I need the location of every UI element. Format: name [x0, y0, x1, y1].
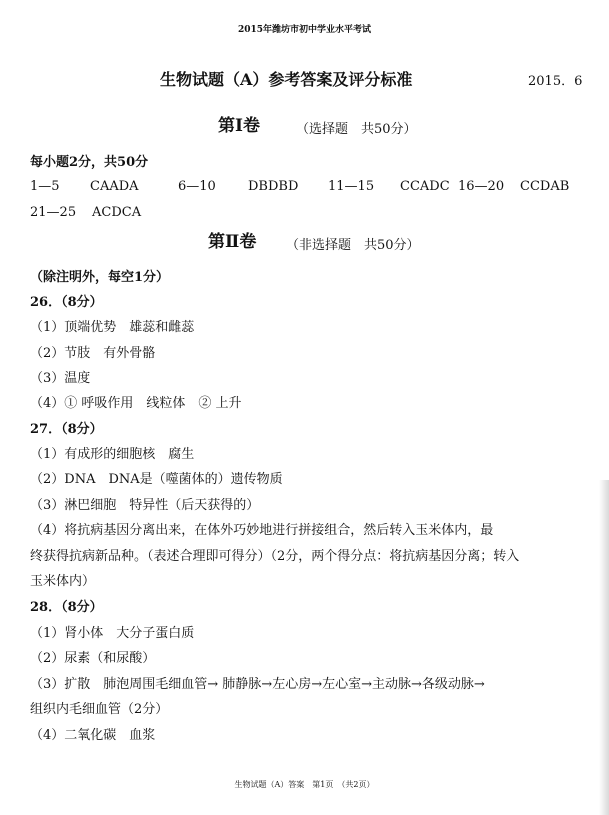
section2-general-note: （除注明外，每空1分）: [30, 270, 170, 285]
answer-letters: ACDCA: [92, 205, 142, 220]
section1-scoring: 每小题2分，共50分: [30, 155, 149, 170]
q28-answer-2: （2）尿素（和尿酸）: [30, 651, 156, 666]
page-title: 2015年潍坊市初中学业水平考试: [237, 25, 372, 35]
q27-answer-4-line3: 玉米体内）: [30, 574, 96, 589]
q27-answer-4-line1: （4）将抗病基因分离出来，在体外巧妙地进行拼接组合，然后转入玉米体内，最: [30, 523, 494, 538]
answer-range: 11—15: [328, 179, 375, 194]
q27-answer-1: （1）有成形的细胞核 腐生: [30, 447, 195, 462]
q27-answer-2: （2）DNA DNA是（噬菌体的）遗传物质: [30, 472, 283, 487]
q27-answer-4-line2: 终获得抗病新品种。（表述合理即可得分）（2分，两个得分点：将抗病基因分离；转入: [30, 549, 520, 564]
answer-range: 16—20: [458, 179, 505, 194]
question-27-label: 27．（8分）: [30, 422, 103, 437]
answer-letters: CAADA: [90, 179, 139, 194]
q28-answer-1: （1）肾小体 大分子蛋白质: [30, 626, 195, 641]
q26-answer-3: （3）温度: [30, 371, 91, 386]
question-26-label: 26．（8分）: [30, 295, 103, 310]
q26-answer-4: （4）① 呼吸作用 线粒体 ② 上升: [30, 396, 242, 411]
exam-date: 2015．6: [528, 74, 583, 89]
answer-range: 1—5: [30, 179, 60, 194]
section2-note: （非选择题 共50分）: [286, 238, 420, 253]
q26-answer-2: （2）节肢 有外骨骼: [30, 346, 156, 361]
q26-answer-1: （1）顶端优势 雄蕊和雌蕊: [30, 320, 195, 335]
answer-letters: DBDBD: [248, 179, 299, 194]
answer-letters: CCADC: [400, 179, 450, 194]
scan-edge-shadow: [599, 480, 609, 815]
section1-note: （选择题 共50分）: [296, 122, 417, 137]
q28-answer-4: （4）二氧化碳 血浆: [30, 728, 156, 743]
q27-answer-3: （3）淋巴细胞 特异性（后天获得的）: [30, 498, 260, 513]
section1-title: 第Ⅰ卷: [218, 116, 260, 136]
page-subtitle: 生物试题（A）参考答案及评分标准: [160, 70, 413, 89]
section2-title: 第Ⅱ卷: [208, 232, 257, 252]
q28-answer-3-line2: 组织内毛细血管（2分）: [30, 702, 169, 717]
answer-range: 6—10: [178, 179, 216, 194]
answer-range: 21—25: [30, 205, 77, 220]
q28-answer-3-line1: （3）扩散 肺泡周围毛细血管→ 肺静脉→左心房→左心室→主动脉→各级动脉→: [30, 677, 485, 692]
answer-letters: CCDAB: [520, 179, 570, 194]
page-footer: 生物试题（A）答案 第1页 （共2页）: [234, 780, 375, 789]
question-28-label: 28．（8分）: [30, 600, 103, 615]
